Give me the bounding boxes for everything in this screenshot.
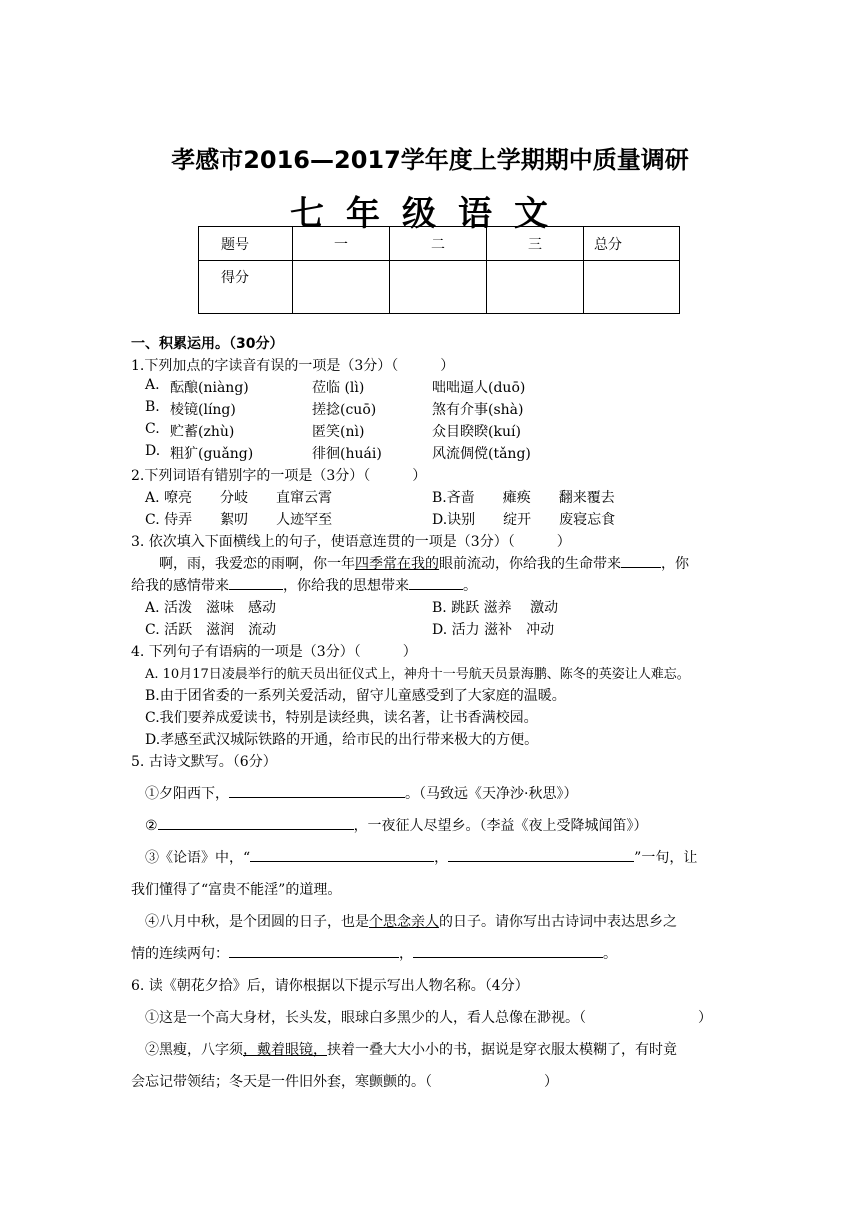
option-label: A.: [145, 377, 160, 393]
option-word: 搓捻(cuō): [312, 402, 377, 418]
poem-text: ，: [399, 946, 413, 962]
poem-line: [145, 847, 697, 867]
option-text: C.我们要养成爱读书，特别是读经典，读名著，让书香满校园。: [145, 710, 538, 726]
fill-blank[interactable]: [229, 943, 399, 958]
question-stem: 3. 依次填入下面横线上的句子，使语意连贯的一项是（3分）（ ）: [131, 534, 571, 550]
poem-text: ②: [145, 818, 158, 834]
passage-text: 给我的感情带来: [131, 578, 229, 594]
fill-blank[interactable]: [229, 575, 283, 590]
question-stem: 6. 读《朝花夕拾》后，请你根据以下提示写出人物名称。（4分）: [131, 978, 529, 994]
prompt-line: 会忘记带领结；冬天是一件旧外套，寒颤颤的。（ ）: [131, 1074, 558, 1090]
option-word: 匿笑(nì): [312, 424, 365, 440]
score-cell[interactable]: [584, 261, 680, 314]
poem-line: 我们懂得了“富贵不能淫”的道理。: [131, 882, 342, 898]
option-label: C.: [145, 421, 160, 437]
fill-blank[interactable]: [158, 815, 354, 830]
exam-title: 孝感市2016—2017学年度上学期期中质量调研: [171, 146, 689, 174]
score-header-cell: 三: [487, 227, 584, 261]
score-header-cell: 一: [293, 227, 390, 261]
option-text: D. 活力 滋补 冲动: [432, 622, 555, 638]
prompt-underlined: ，戴着眼镜，: [243, 1042, 327, 1058]
option-word: 徘徊(huái): [312, 446, 382, 462]
passage-text: 。: [463, 578, 477, 594]
poem-text: ①夕阳西下，: [145, 786, 229, 802]
fill-blank[interactable]: [413, 943, 603, 958]
poem-text: ，: [434, 850, 449, 866]
option-text: A. 10月17日凌晨举行的航天员出征仪式上，神舟十一号航天员景海鹏、陈冬的英姿让人难忘。: [145, 667, 690, 682]
option-text: B. 跳跃 滋养 激动: [432, 600, 559, 616]
poem-line: [145, 815, 648, 835]
exam-subtitle: 七年级语文: [290, 194, 570, 234]
fill-blank[interactable]: [250, 847, 434, 862]
poem-text: 。（马致远《天净沙·秋思》）: [405, 786, 578, 802]
score-table-header-row: [199, 227, 680, 261]
passage-text: 啊，雨，我爱恋的雨啊，你一年: [159, 556, 355, 572]
option-word: 酝酿(niàng): [170, 380, 249, 396]
option-label: B.: [145, 399, 160, 415]
option-text: D.孝感至武汉城际铁路的开通，给市民的出行带来极大的方便。: [145, 732, 539, 748]
passage-text: 眼前流动，你给我的生命带来: [439, 556, 621, 572]
score-cell[interactable]: [390, 261, 487, 314]
option-word: 贮蓄(zhù): [170, 424, 235, 440]
section-title: 一、积累运用。（30分）: [131, 336, 284, 352]
option-word: 莅临 (lì): [312, 380, 365, 396]
option-word: 风流倜傥(tǎng): [432, 446, 531, 462]
option-text: C. 侍弄 絮叨 人迹罕至: [145, 512, 333, 528]
poem-text: ④八月中秋，是个团圆的日子，也是: [145, 914, 369, 930]
option-word: 粗犷(guǎng): [170, 446, 254, 462]
question-stem: 1.下列加点的字读音有误的一项是（3分）（ ）: [131, 358, 455, 374]
passage-underlined: 四季常在我的: [355, 556, 439, 572]
prompt-text: 挟着一叠大大小小的书，据说是穿衣服太模糊了，有时竟: [327, 1042, 677, 1058]
option-text: A. 活泼 滋味 感动: [145, 600, 277, 616]
option-text: B.吝啬 瘫痪 翻来覆去: [432, 490, 615, 506]
score-cell[interactable]: [487, 261, 584, 314]
fill-blank[interactable]: [229, 783, 405, 798]
prompt-text: ②黑瘦，八字须: [145, 1042, 243, 1058]
poem-text: 的日子。请你写出古诗词中表达思乡之: [439, 914, 677, 930]
question-stem: 4. 下列句子有语病的一项是（3分）（ ）: [131, 644, 417, 660]
score-header-cell: 总分: [584, 227, 680, 261]
score-table: [198, 226, 680, 314]
poem-text: 情的连续两句：: [131, 946, 229, 962]
prompt-line: ①这是一个高大身材，长头发，眼球白多黑少的人，看人总像在渺视。（ ）: [145, 1010, 712, 1026]
passage-text: ，你: [661, 556, 689, 572]
prompt-line: [145, 1039, 677, 1059]
option-text: D.诀别 绽开 废寝忘食: [432, 512, 616, 528]
fill-blank[interactable]: [409, 575, 463, 590]
poem-line: [145, 783, 577, 803]
option-text: B.由于团省委的一系列关爱活动，留守儿童感受到了大家庭的温暖。: [145, 688, 566, 704]
poem-text: ，一夜征人尽望乡。（李益《夜上受降城闻笛》）: [353, 818, 648, 834]
option-word: 众目睽睽(kuí): [432, 424, 521, 440]
passage-line: [131, 575, 477, 595]
poem-text: ”一句，让: [634, 850, 698, 866]
poem-underlined: 个思念亲人: [369, 914, 439, 930]
question-stem: 2.下列词语有错别字的一项是（3分）（ ）: [131, 468, 427, 484]
passage-line: [159, 553, 689, 573]
score-header-cell: 二: [390, 227, 487, 261]
poem-text: ③《论语》中，“: [145, 850, 251, 866]
option-text: A. 嘹亮 分岐 直窜云霄: [145, 490, 333, 506]
score-row-label: 得分: [199, 261, 293, 314]
question-stem: 5. 古诗文默写。（6分）: [131, 754, 277, 770]
fill-blank[interactable]: [448, 847, 634, 862]
option-word: 棱镜(líng): [170, 402, 236, 418]
score-cell[interactable]: [293, 261, 390, 314]
option-text: C. 活跃 滋润 流动: [145, 622, 277, 638]
option-word: 煞有介事(shà): [432, 402, 524, 418]
passage-text: ，你给我的思想带来: [283, 578, 409, 594]
option-label: D.: [145, 443, 161, 459]
score-header-cell: 题号: [199, 227, 293, 261]
score-table-score-row: [199, 261, 680, 314]
poem-line: [145, 911, 677, 931]
option-word: 咄咄逼人(duō): [432, 380, 526, 396]
poem-line: [131, 943, 617, 963]
poem-text: 。: [603, 946, 617, 962]
fill-blank[interactable]: [621, 553, 661, 568]
